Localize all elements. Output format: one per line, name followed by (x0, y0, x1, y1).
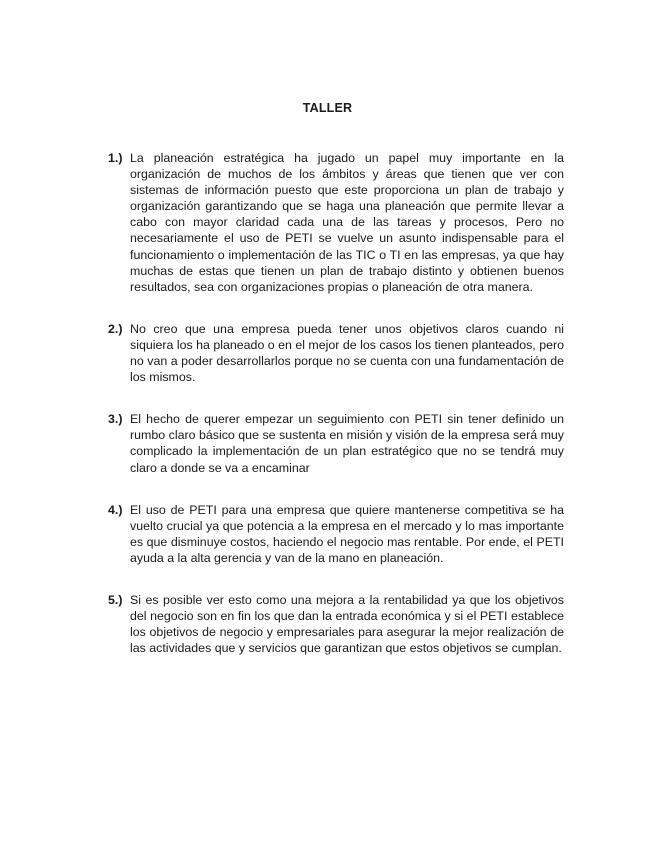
item-number: 5.) (108, 592, 123, 607)
list-item (108, 592, 564, 656)
list-item (108, 411, 564, 475)
item-number: 3.) (108, 412, 123, 427)
answer-list (108, 150, 564, 682)
item-number: 4.) (108, 502, 123, 517)
item-number: 2.) (108, 321, 123, 336)
item-text: El uso de PETI para una empresa que quiere mantenerse competitiva se ha vuelto crucial ya que potencia a la empresa en el mercado y lo mas importante es que disminuye costos, haciendo el negocio mas rentable. Por ende, el PETI ayuda a la alta gerencia y van de la mano en planeación. (130, 502, 564, 565)
item-text: Si es posible ver esto como una mejora a la rentabilidad ya que los objetivos del negocio son en fin los que dan la entrada económica y si el PETI establece los objetivos de negocio y empresariales para asegurar la mejor realización de las actividades que y servicios que garantizan que estos objetivos se cumplan. (130, 592, 564, 656)
item-text: La planeación estratégica ha jugado un papel muy importante en la organización de muchos de los ámbitos y áreas que tienen que ver con sistemas de información puesto que este proporciona un plan de trabajo y organización garantizando que se haga una planeación que permite llevar a cabo con mayor claridad cada una de las tareas y procesos, Pero no necesariamente el uso de PETI se vuelve un asunto indispensable para el funcionamiento o implementación de las TIC o TI en las empresas, ya que hay muchas de estas que tienen un plan de trabajo distinto y obtienen buenos resultados, sea con organizaciones propias o planeación de otra manera. (130, 151, 564, 294)
document-title: TALLER (302, 101, 353, 115)
item-text: El hecho de querer empezar un seguimiento con PETI sin tener definido un rumbo claro básico que se sustenta en misión y visión de la empresa será muy complicado la implementación de un plan estratégico que no se tendrá muy claro a donde se va a encaminar (130, 412, 564, 475)
item-number: 1.) (108, 151, 123, 165)
list-item (108, 150, 564, 295)
list-item (108, 321, 564, 385)
item-text: No creo que una empresa pueda tener unos objetivos claros cuando ni siquiera los ha planeado o en el mejor de los casos los tienen planteados, pero no van a poder desarrollarlos porque no se cuenta con una fundamentación de los mismos. (130, 321, 564, 385)
list-item (108, 502, 564, 566)
